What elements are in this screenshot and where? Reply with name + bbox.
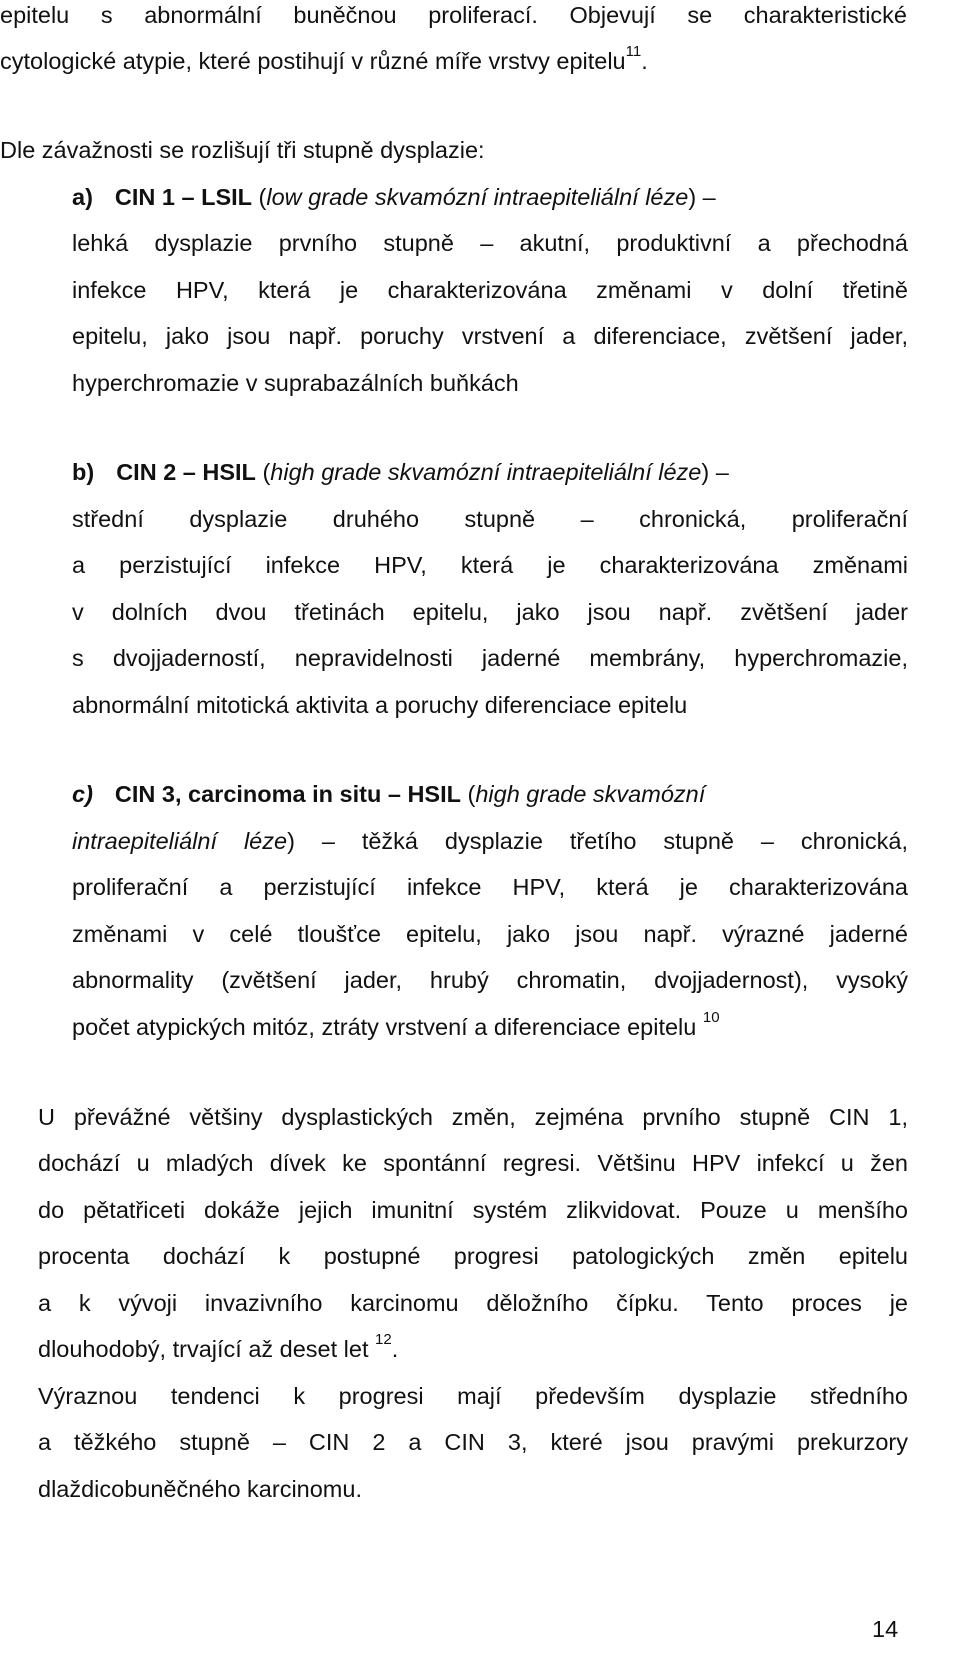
reference-superscript: 12 (375, 1331, 392, 1348)
item-b-marker: b) (72, 459, 95, 485)
item-a-italic: low grade skvamózní intraepiteliální léze (266, 184, 689, 210)
item-a-marker: a) (72, 184, 93, 210)
item-c-line (72, 830, 908, 854)
item-b-line: s dvojjaderností, nepravidelnosti jaderné membrány, hyperchromazie, (72, 645, 908, 671)
item-c-italic: high grade skvamózní (475, 781, 706, 807)
item-b-line: v dolních dvou třetinách epitelu, jako jsou např. zvětšení jader (72, 599, 908, 625)
para2-line: dlaždicobuněčného karcinomu. (38, 1476, 362, 1502)
para2-line: a těžkého stupně – CIN 2 a CIN 3, které jsou pravými prekurzory (38, 1429, 908, 1455)
item-c-line-rest: ) – těžká dysplazie třetího stupně – chronická, (287, 828, 908, 854)
item-a-close: ) – (688, 184, 716, 210)
intro-line: epitelu s abnormální buněčnou proliferací. Objevují se charakteristické (0, 2, 907, 28)
item-c-line: změnami v celé tloušťce epitelu, jako jsou např. výrazné jaderné (72, 921, 908, 947)
item-c-last-text: počet atypických mitóz, ztráty vrstvení a diferenciace epitelu (72, 1014, 697, 1040)
item-c-heading (72, 783, 705, 807)
reference-superscript: 10 (702, 1009, 720, 1026)
para1-period: . (391, 1336, 399, 1362)
para1-last-text: dlouhodobý, trvající až deset let (38, 1336, 369, 1362)
intro-line-with-reference (0, 43, 648, 74)
item-b-line: střední dysplazie druhého stupně – chronická, proliferační (72, 506, 908, 532)
item-b-line: abnormální mitotická aktivita a poruchy diferenciace epitelu (72, 692, 688, 718)
item-a-heading (72, 186, 716, 210)
item-a-line: lehká dysplazie prvního stupně – akutní, produktivní a přechodná (72, 230, 908, 256)
para1-line-with-reference (38, 1331, 399, 1362)
para1-line: do pětatřiceti dokáže jejich imunitní systém zlikvidovat. Pouze u menšího (38, 1197, 908, 1223)
para1-line: U převážné většiny dysplastických změn, zejména prvního stupně CIN 1, (38, 1104, 908, 1130)
page-number: 14 (872, 1616, 899, 1642)
para1-line: procenta dochází k postupné progresi patologických změn epitelu (38, 1243, 908, 1269)
item-a-title: CIN 1 – LSIL (114, 184, 253, 210)
item-c-line-with-reference (72, 1009, 720, 1040)
item-c-marker: c) (72, 781, 93, 807)
item-b-italic: high grade skvamózní intraepiteliální léze (270, 459, 702, 485)
para2-line: Výraznou tendenci k progresi mají především dysplazie středního (38, 1383, 908, 1409)
item-b-open-paren: ( (255, 459, 271, 485)
item-b-line: a perzistující infekce HPV, která je charakterizována změnami (72, 552, 908, 578)
item-b-title: CIN 2 – HSIL (116, 459, 256, 485)
item-b-heading (72, 461, 729, 485)
item-c-open-paren: ( (460, 781, 476, 807)
para1-line: a k vývoji invazivního karcinomu děložního čípku. Tento proces je (38, 1290, 908, 1316)
item-a-line: infekce HPV, která je charakterizována změnami v dolní třetině (72, 277, 908, 303)
item-a-line: hyperchromazie v suprabazálních buňkách (72, 370, 519, 396)
para1-line: dochází u mladých dívek ke spontánní regresi. Většinu HPV infekcí u žen (38, 1150, 908, 1176)
item-c-italic-continued: intraepiteliální léze (72, 828, 288, 854)
intro-period: . (641, 48, 648, 74)
grades-heading: Dle závažnosti se rozlišují tři stupně dysplazie: (0, 137, 485, 163)
item-a-line: epitelu, jako jsou např. poruchy vrstvení a diferenciace, zvětšení jader, (72, 323, 908, 349)
item-a-open-paren: ( (252, 184, 267, 210)
item-b-close: ) – (701, 459, 729, 485)
reference-superscript: 11 (625, 43, 642, 60)
item-c-title: CIN 3, carcinoma in situ – HSIL (114, 781, 461, 807)
intro-text: cytologické atypie, které postihují v různé míře vrstvy epitelu (0, 48, 626, 74)
item-c-line: abnormality (zvětšení jader, hrubý chromatin, dvojjadernost), vysoký (72, 967, 908, 993)
item-c-line: proliferační a perzistující infekce HPV, která je charakterizována (72, 874, 908, 900)
